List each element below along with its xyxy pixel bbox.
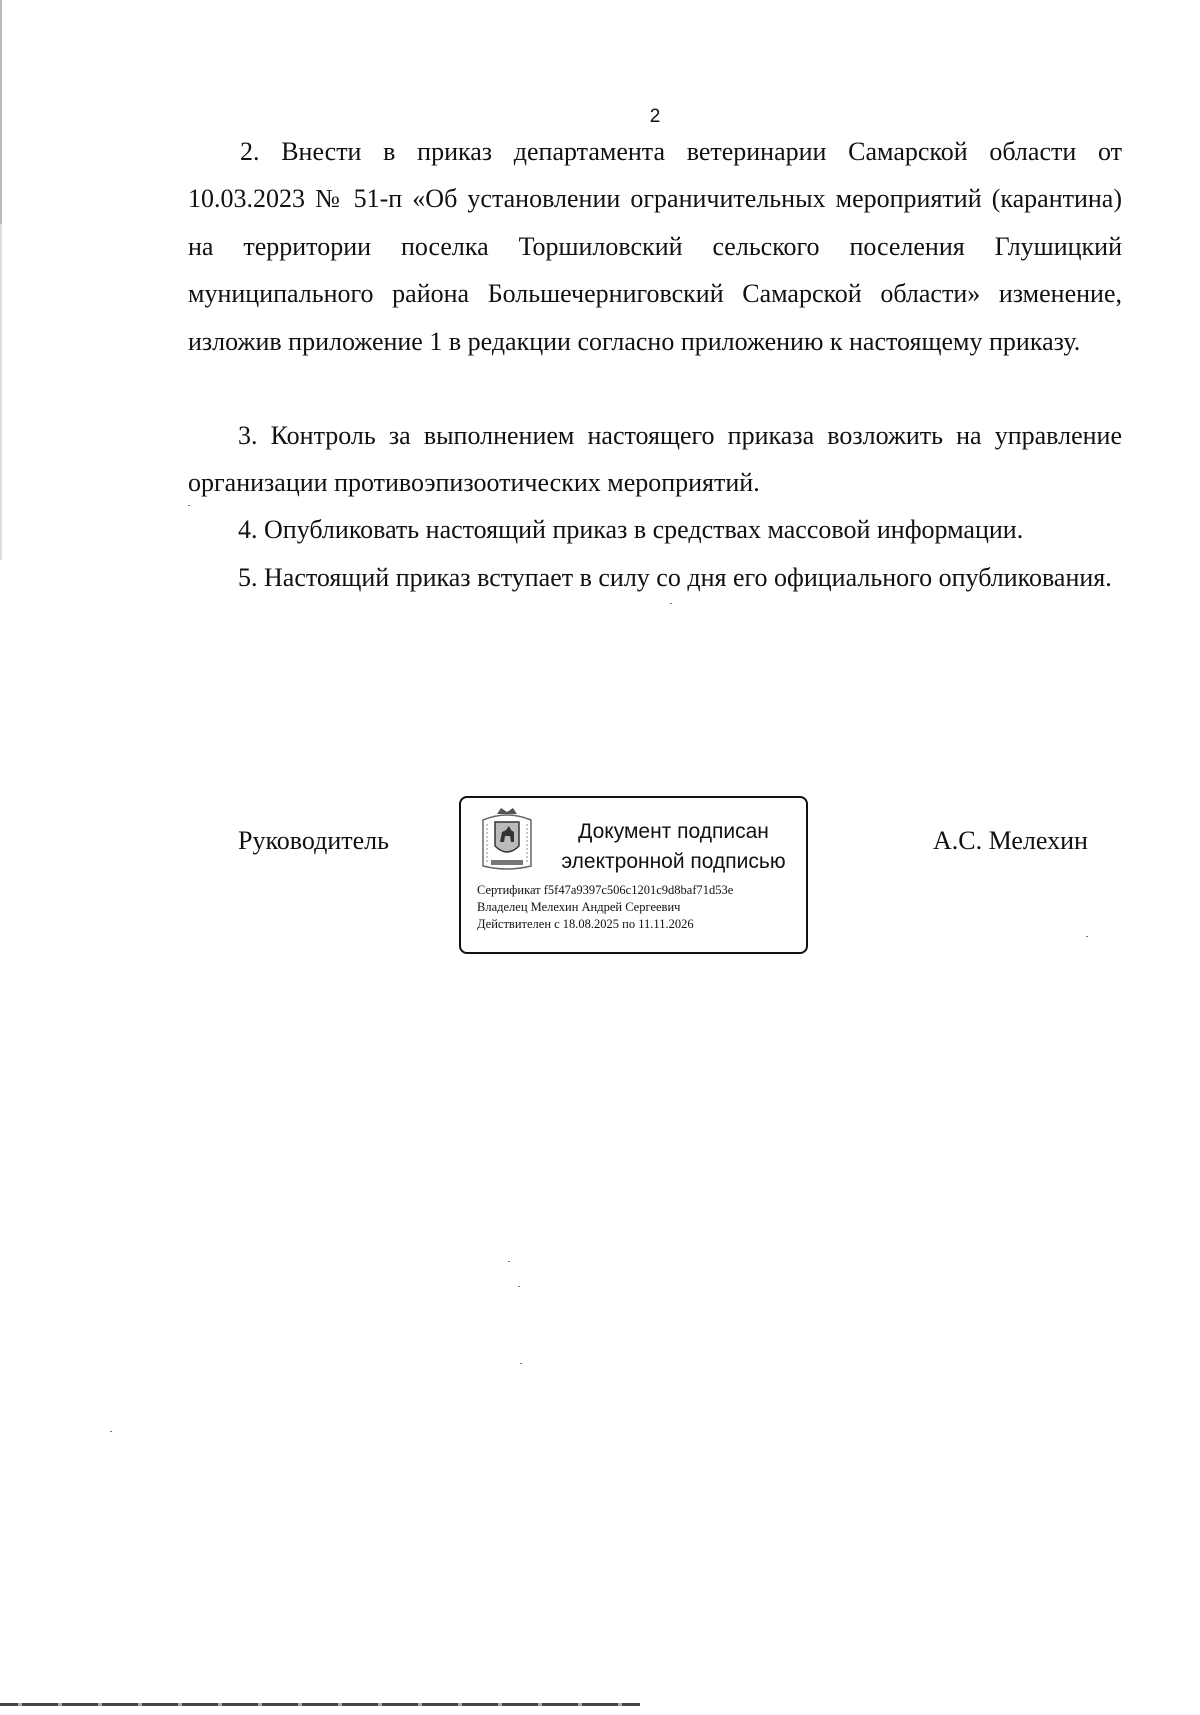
- stamp-heading-line2: электронной подписью: [561, 850, 786, 873]
- scan-speck: [518, 1286, 520, 1287]
- paragraph-3: 3. Контроль за выполнением настоящего приказа возложить на управление организации противоэпизоотических мероприятий.: [188, 421, 1122, 498]
- scan-speck: [1086, 936, 1088, 937]
- scan-speck: [188, 505, 190, 506]
- samara-coat-of-arms-icon: [479, 806, 535, 872]
- signatory-name: А.С. Мелехин: [933, 826, 1088, 855]
- paragraph-2: 2. Внести в приказ департамента ветеринарии Самарской области от 10.03.2023 № 51-п «Об установлении ограничительных мероприятий (карантина) на территории поселка Торшиловский сельского поселения Глушицкий муниципального района Большечерниговский Самарской области» изменение, изложив приложение 1 в редакции согласно приложению к настоящему приказу.: [188, 137, 1122, 356]
- signatory-title: Руководитель: [238, 826, 389, 855]
- stamp-certificate: Сертификат f5f47a9397c506c1201c9d8baf71d53e: [477, 883, 734, 897]
- stamp-heading-line1: Документ подписан: [578, 820, 769, 843]
- scan-bottom-edge: [0, 1703, 640, 1706]
- scan-edge-mark: [0, 0, 2, 560]
- paragraph-4: 4. Опубликовать настоящий приказ в средствах массовой информации.: [238, 515, 1024, 544]
- stamp-validity: Действителен с 18.08.2025 по 11.11.2026: [477, 917, 694, 931]
- scan-speck: [508, 1261, 510, 1262]
- stamp-owner: Владелец Мелехин Андрей Сергеевич: [477, 900, 681, 914]
- paragraph-5: 5. Настоящий приказ вступает в силу со дня его официального опубликования.: [238, 563, 1112, 592]
- stamp-details: [477, 882, 733, 933]
- scan-speck: [110, 1431, 112, 1432]
- electronic-signature-stamp: [459, 796, 808, 954]
- page-number: 2: [649, 106, 661, 127]
- scan-speck: [520, 1363, 522, 1364]
- scan-speck: [670, 603, 672, 604]
